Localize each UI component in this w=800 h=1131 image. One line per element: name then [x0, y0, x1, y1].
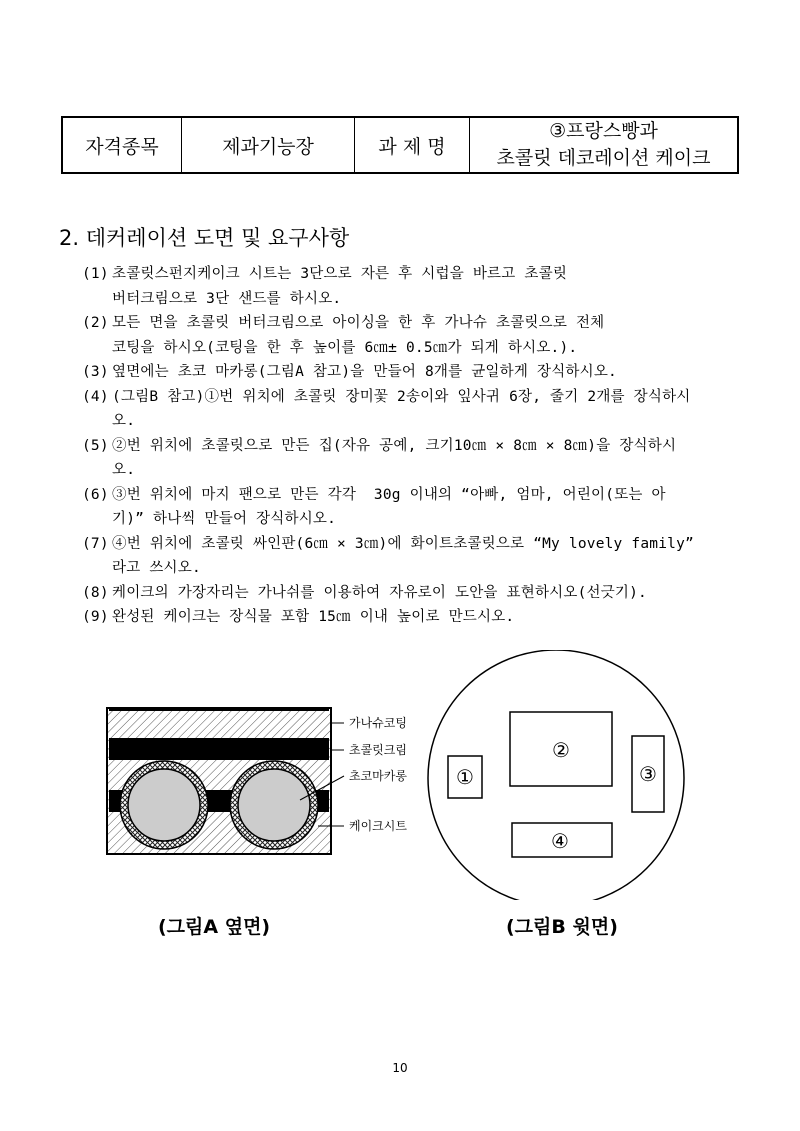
requirement-text: 완성된 케이크는 장식물 포함 15㎝ 이내 높이로 만드시오.	[112, 609, 515, 625]
requirement-number: (4)	[82, 388, 109, 405]
requirement-number: (3)	[82, 364, 109, 380]
figure-b-caption: (그림B 윗면)	[506, 916, 618, 938]
category-value: 제과기능장	[182, 117, 355, 173]
requirement-text: 모든 면을 초콜릿 버터크림으로 아이싱을 한 후 가나슈 초콜릿으로 전체 코팅을 하시오(코팅을 한 후 높이를 6㎝± 0.5㎝가 되게 하시오.).	[112, 315, 605, 356]
marker-4: ④	[551, 829, 569, 853]
task-label: 과 제 명	[355, 117, 470, 173]
requirement-text: 초콜릿스펀지케이크 시트는 3단으로 자른 후 시럽을 바르고 초콜릿 버터크림으로 3단 샌드를 하시오.	[112, 266, 568, 307]
requirement-number: (2)	[82, 315, 109, 331]
chocolate-cream-band-top	[109, 738, 329, 760]
task-line-1: ③프랑스빵과	[549, 120, 658, 142]
requirement-item	[82, 581, 750, 606]
macaron-center-right	[238, 769, 310, 841]
category-label: 자격종목	[62, 117, 182, 173]
requirement-item	[82, 532, 750, 581]
page-number: 10	[392, 1061, 408, 1075]
requirement-text: ②번 위치에 초콜릿으로 만든 집(자유 공예, 크기10㎝ × 8㎝ × 8㎝)을 장식하시 오.	[112, 437, 677, 478]
requirement-text: ④번 위치에 초콜릿 싸인판(6㎝ × 3㎝)에 화이트초콜릿으로 “My lovely family” 라고 쓰시오.	[112, 535, 694, 576]
marker-1: ①	[456, 765, 474, 789]
requirement-number: (7)	[82, 535, 109, 552]
requirements-list	[82, 262, 750, 630]
task-line-2: 초콜릿 데코레이션 케이크	[496, 147, 711, 169]
requirement-text: (그림B 참고)①번 위치에 초콜릿 장미꽃 2송이와 잎사귀 6장, 줄기 2개를 장식하시 오.	[112, 388, 691, 429]
requirement-item	[82, 434, 750, 483]
macaron-center-left	[128, 769, 200, 841]
section-title: 2. 데커레이션 도면 및 요구사항	[59, 226, 350, 250]
requirement-text: 케이크의 가장자리는 가나쉬를 이용하여 자유로이 도안을 표현하시오(선긋기).	[112, 584, 647, 601]
header-table	[61, 116, 739, 174]
requirement-item	[82, 360, 750, 385]
marker-3: ③	[639, 762, 657, 786]
requirement-number: (9)	[82, 609, 109, 625]
requirement-number: (8)	[82, 584, 109, 601]
requirement-item	[82, 385, 750, 434]
requirement-text: ③번 위치에 마지 팬으로 만든 각각 30g 이내의 “아빠, 엄마, 어린이(또는 아 기)” 하나씩 만들어 장식하시오.	[112, 486, 666, 527]
task-value	[470, 117, 739, 173]
label-sheet: 케이크시트	[349, 819, 407, 833]
label-cream: 초콜릿크림	[349, 743, 407, 757]
requirement-number: (5)	[82, 437, 109, 454]
ganache-top-edge	[109, 708, 329, 711]
label-macaron: 초코마카롱	[349, 769, 407, 783]
requirement-number: (1)	[82, 266, 109, 282]
figures	[0, 650, 800, 900]
figure-b-top-view	[428, 650, 684, 900]
requirement-item	[82, 311, 750, 360]
marker-2: ②	[552, 738, 570, 762]
requirement-item	[82, 262, 750, 311]
requirement-number: (6)	[82, 486, 109, 503]
requirement-text: 옆면에는 초코 마카롱(그림A 참고)을 만들어 8개를 균일하게 장식하시오.	[112, 364, 617, 380]
requirement-item	[82, 605, 750, 630]
figure-a-caption: (그림A 옆면)	[158, 916, 271, 938]
label-ganache: 가나슈코팅	[349, 716, 407, 730]
figure-a-side-view	[107, 708, 407, 854]
requirement-item	[82, 483, 750, 532]
